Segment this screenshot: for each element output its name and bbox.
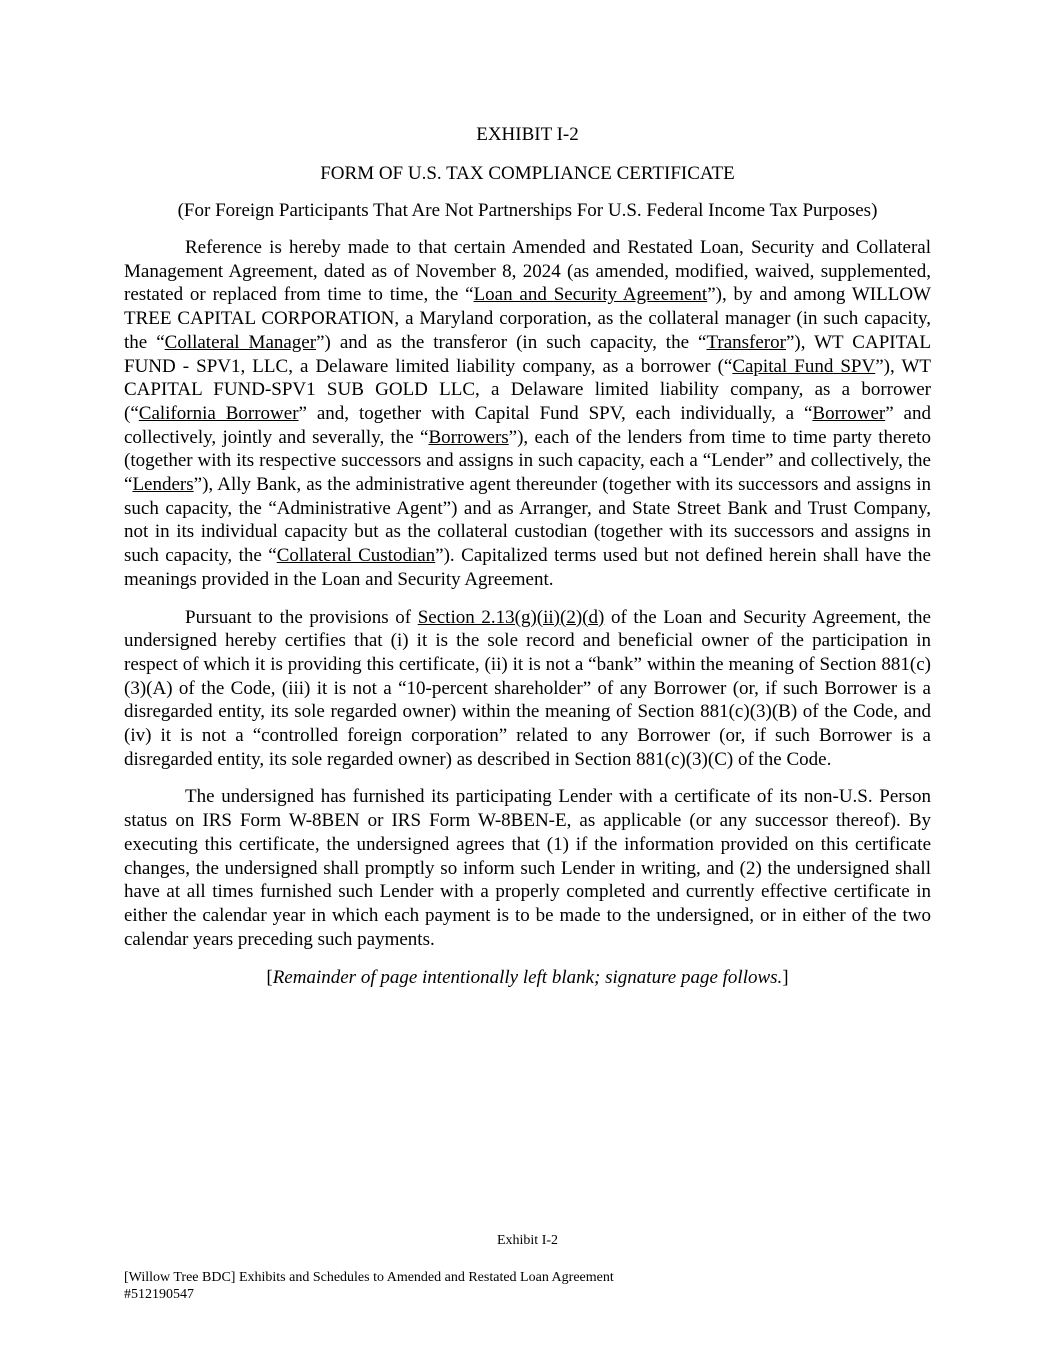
- bracket-open: [: [266, 967, 273, 989]
- section-reference: Section 2.13(g)(ii)(2)(d): [417, 606, 605, 628]
- defined-term-borrower: Borrower: [812, 402, 886, 424]
- defined-term-collateral-manager: Collateral Manager: [164, 331, 317, 353]
- text-run: ” and collectively, jointly and severally, the “: [124, 402, 931, 448]
- text-run: ”) and as the transferor (in such capacity, the “: [316, 331, 707, 353]
- paragraph-reference: [124, 236, 931, 592]
- text-run: Reference is hereby made to that certain Amended and Restated Loan, Security and Collateral Management Agreement, dated as of November 8, 2024 (as amended, modified, waived, supplemented, restated or replaced from time to time, the “: [124, 237, 931, 306]
- remainder-text: Remainder of page intentionally left blank; signature page follows.: [272, 967, 783, 989]
- defined-term-loan-and-security-agreement: Loan and Security Agreement: [473, 284, 708, 306]
- text-run: ”), by and among WILLOW TREE CAPITAL CORPORATION, a Maryland corporation, as the collateral manager (in such capacity, the “: [124, 284, 931, 353]
- text-run: ”), each of the lenders from time to time party thereto (together with its respective successors and assigns in such capacity, each a “Lender” and collectively, the “: [124, 426, 931, 496]
- bracket-close: ]: [782, 967, 789, 989]
- text-run: Pursuant to the provisions of: [185, 606, 418, 628]
- text-run: ”). Capitalized terms used but not defined herein shall have the meanings provided in the Loan and Security Agreement.: [124, 545, 931, 590]
- defined-term-california-borrower: California Borrower: [138, 402, 299, 424]
- paragraph-certification: [124, 606, 931, 772]
- text-run: ”), WT CAPITAL FUND-SPV1 SUB GOLD LLC, a Delaware limited liability company, as a borrower (“: [124, 355, 931, 424]
- defined-term-collateral-custodian: Collateral Custodian: [276, 545, 436, 567]
- text-run: of the Loan and Security Agreement, the undersigned hereby certifies that (i) it is the sole record and beneficial owner of the participation in respect of which it is providing this certificate, (ii) it is not a “bank” within the meaning of Section 881(c)(3)(A) of the Code, (iii) it is not a “10-percent shareholder” of any Borrower (or, if such Borrower is a disregarded entity, its sole regarded owner) within the meaning of Section 881(c)(3)(B) of the Code, and (iv) it is not a “controlled foreign corporation” related to any Borrower (or, if such Borrower is a disregarded entity, its sole regarded owner) as described in Section 881(c)(3)(C) of the Code.: [124, 606, 931, 770]
- paragraph-undertaking: The undersigned has furnished its participating Lender with a certificate of its non-U.S. Person status on IRS Form W-8BEN or IRS Form W-8BEN-E, as applicable (or any successor thereof). By executing this certificate, the undersigned agrees that (1) if the information provided on this certificate changes, the undersigned shall promptly so inform such Lender in writing, and (2) the undersigned shall have at all times furnished such Lender with a properly completed and currently effective certificate in either the calendar year in which each payment is to be made to the undersigned, or in either of the two calendar years preceding such payments.: [124, 786, 931, 950]
- document-body: [124, 122, 931, 991]
- text-run: ”), WT CAPITAL FUND - SPV1, LLC, a Delaware limited liability company, as a borrower (“: [124, 331, 932, 377]
- defined-term-lenders: Lenders: [132, 474, 194, 496]
- exhibit-title: EXHIBIT I-2: [476, 124, 579, 145]
- footer-doc-line: [Willow Tree BDC] Exhibits and Schedules to Amended and Restated Loan Agreement: [124, 1270, 614, 1285]
- text-run: ”), Ally Bank, as the administrative agent thereunder (together with its successors and assigns in such capacity, the “Administrative Agent”) and as Arranger, and State Street Bank and Trust Company, not in its individual capacity but as the collateral custodian (together with its successors and assigns in such capacity, the “: [124, 474, 931, 567]
- page-label: Exhibit I-2: [496, 1233, 559, 1248]
- footer-doc-number: #512190547: [124, 1287, 194, 1302]
- form-subtitle: (For Foreign Participants That Are Not Partnerships For U.S. Federal Income Tax Purposes): [177, 200, 878, 221]
- defined-term-borrowers: Borrowers: [428, 426, 509, 448]
- document-footer: [124, 1269, 614, 1303]
- defined-term-capital-fund-spv: Capital Fund SPV: [732, 355, 876, 377]
- remainder-note: [124, 965, 931, 991]
- defined-term-transferor: Transferor: [706, 331, 786, 353]
- text-run: ” and, together with Capital Fund SPV, each individually, a “: [298, 402, 813, 424]
- form-title: FORM OF U.S. TAX COMPLIANCE CERTIFICATE: [320, 163, 735, 184]
